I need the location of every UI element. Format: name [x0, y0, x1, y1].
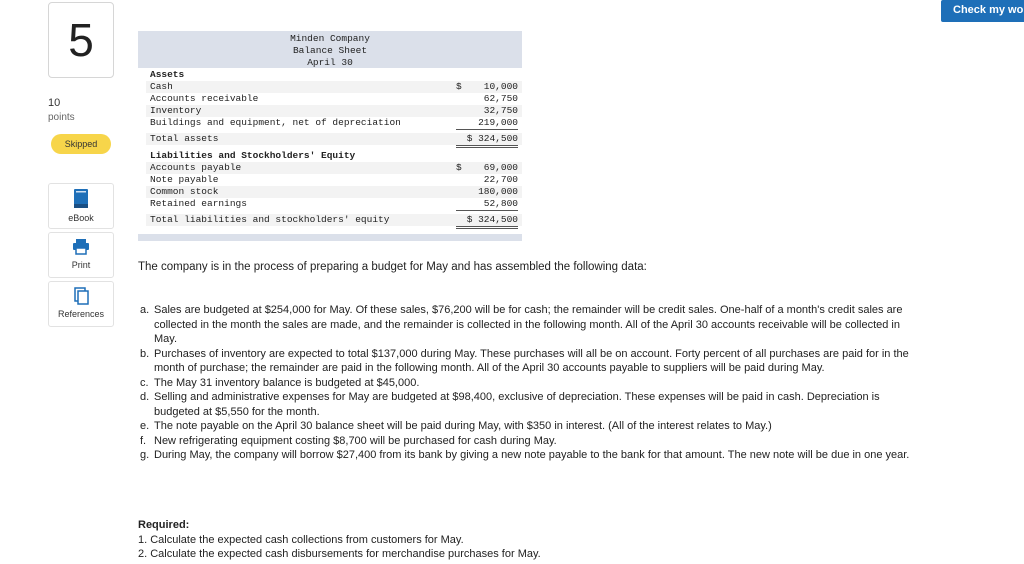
sheet-title: Balance Sheet: [292, 45, 368, 56]
balance-sheet-footer: [138, 234, 522, 241]
liability-label: Common stock: [150, 186, 219, 197]
print-label: Print: [71, 260, 91, 270]
asset-value: 10,000: [483, 81, 518, 92]
total-assets-value: $ 324,500: [466, 133, 518, 144]
liability-value: 69,000: [483, 162, 518, 173]
list-item: a. Sales are budgeted at $254,000 for May. Of these sales, $76,200 will be for cash; the remainder will be credit sales. One-half of a month's credit sales are collected in the month the sales are made, and the remainder is collected in the following month. All of the April 30 accounts receivable will be collected in May.: [140, 304, 903, 345]
list-item: e. The note payable on the April 30 balance sheet will be paid during May, with $350 in interest. (All of the interest relates to May.): [140, 420, 772, 432]
sheet-date: April 30: [307, 57, 353, 68]
list-item: f. New refrigerating equipment costing $8,700 will be purchased for cash during May.: [140, 434, 557, 447]
list-item: c. The May 31 inventory balance is budgeted at $45,000.: [140, 376, 420, 389]
asset-dollar: $: [456, 81, 462, 92]
required-item-2: 2. Calculate the expected cash disbursements for merchandise purchases for May.: [138, 548, 541, 560]
asset-label: Cash: [150, 81, 173, 92]
book-icon: [72, 188, 90, 210]
liability-label: Retained earnings: [150, 198, 247, 209]
check-my-work-button[interactable]: Check my wo: [941, 0, 1024, 22]
required-title: Required:: [138, 519, 190, 531]
liability-label: Accounts payable: [150, 162, 242, 173]
question-number-box: [48, 2, 114, 78]
list-item: g. During May, the company will borrow $27,400 from its bank by giving a new note payable to the bank for that amount. The new note will be due in one year.: [140, 449, 910, 461]
asset-label: Inventory: [150, 105, 202, 116]
liability-label: Note payable: [150, 174, 219, 185]
question-number: 5: [68, 14, 94, 66]
liabilities-heading: Liabilities and Stockholders' Equity: [150, 150, 356, 161]
liability-value: 22,700: [483, 174, 518, 185]
total-assets-label: Total assets: [150, 133, 219, 144]
total-liabilities-value: $ 324,500: [466, 214, 518, 225]
points-value: 10: [48, 97, 61, 109]
data-list: [140, 303, 910, 463]
printer-icon: [72, 237, 90, 257]
references-icon: [72, 286, 90, 306]
status-badge: Skipped: [51, 134, 111, 154]
total-liabilities-label: Total liabilities and stockholders' equity: [150, 214, 390, 225]
ebook-button[interactable]: [48, 183, 114, 229]
asset-label: Accounts receivable: [150, 93, 259, 104]
ebook-label: eBook: [68, 213, 94, 223]
liability-value: 52,800: [483, 198, 518, 209]
points-label: points: [48, 112, 75, 123]
intro-text: The company is in the process of preparing a budget for May and has assembled the following data:: [138, 261, 647, 273]
asset-value: 32,750: [483, 105, 518, 116]
print-button[interactable]: [48, 232, 114, 278]
list-item: d. Selling and administrative expenses for May are budgeted at $98,400, exclusive of depreciation. These expenses will be paid in cash. Depreciation is budgeted at $5,550 for the month.: [140, 391, 880, 418]
assets-heading: Assets: [150, 69, 185, 80]
asset-label: Buildings and equipment, net of depreciation: [150, 117, 401, 128]
references-label: References: [57, 309, 105, 319]
liability-value: 180,000: [478, 186, 518, 197]
references-button[interactable]: [48, 281, 114, 327]
liability-dollar: $: [456, 162, 462, 173]
company-name: Minden Company: [290, 33, 370, 44]
required-item-1: 1. Calculate the expected cash collections from customers for May.: [138, 534, 464, 546]
asset-value: 62,750: [483, 93, 518, 104]
list-item: b. Purchases of inventory are expected to total $137,000 during May. These purchases will all be on account. Forty percent of all purchases are paid for in the month of purchase; the remainder are paid in the following month. All of the April 30 accounts payable to suppliers will be paid during May.: [140, 347, 909, 374]
asset-value: 219,000: [478, 117, 518, 128]
